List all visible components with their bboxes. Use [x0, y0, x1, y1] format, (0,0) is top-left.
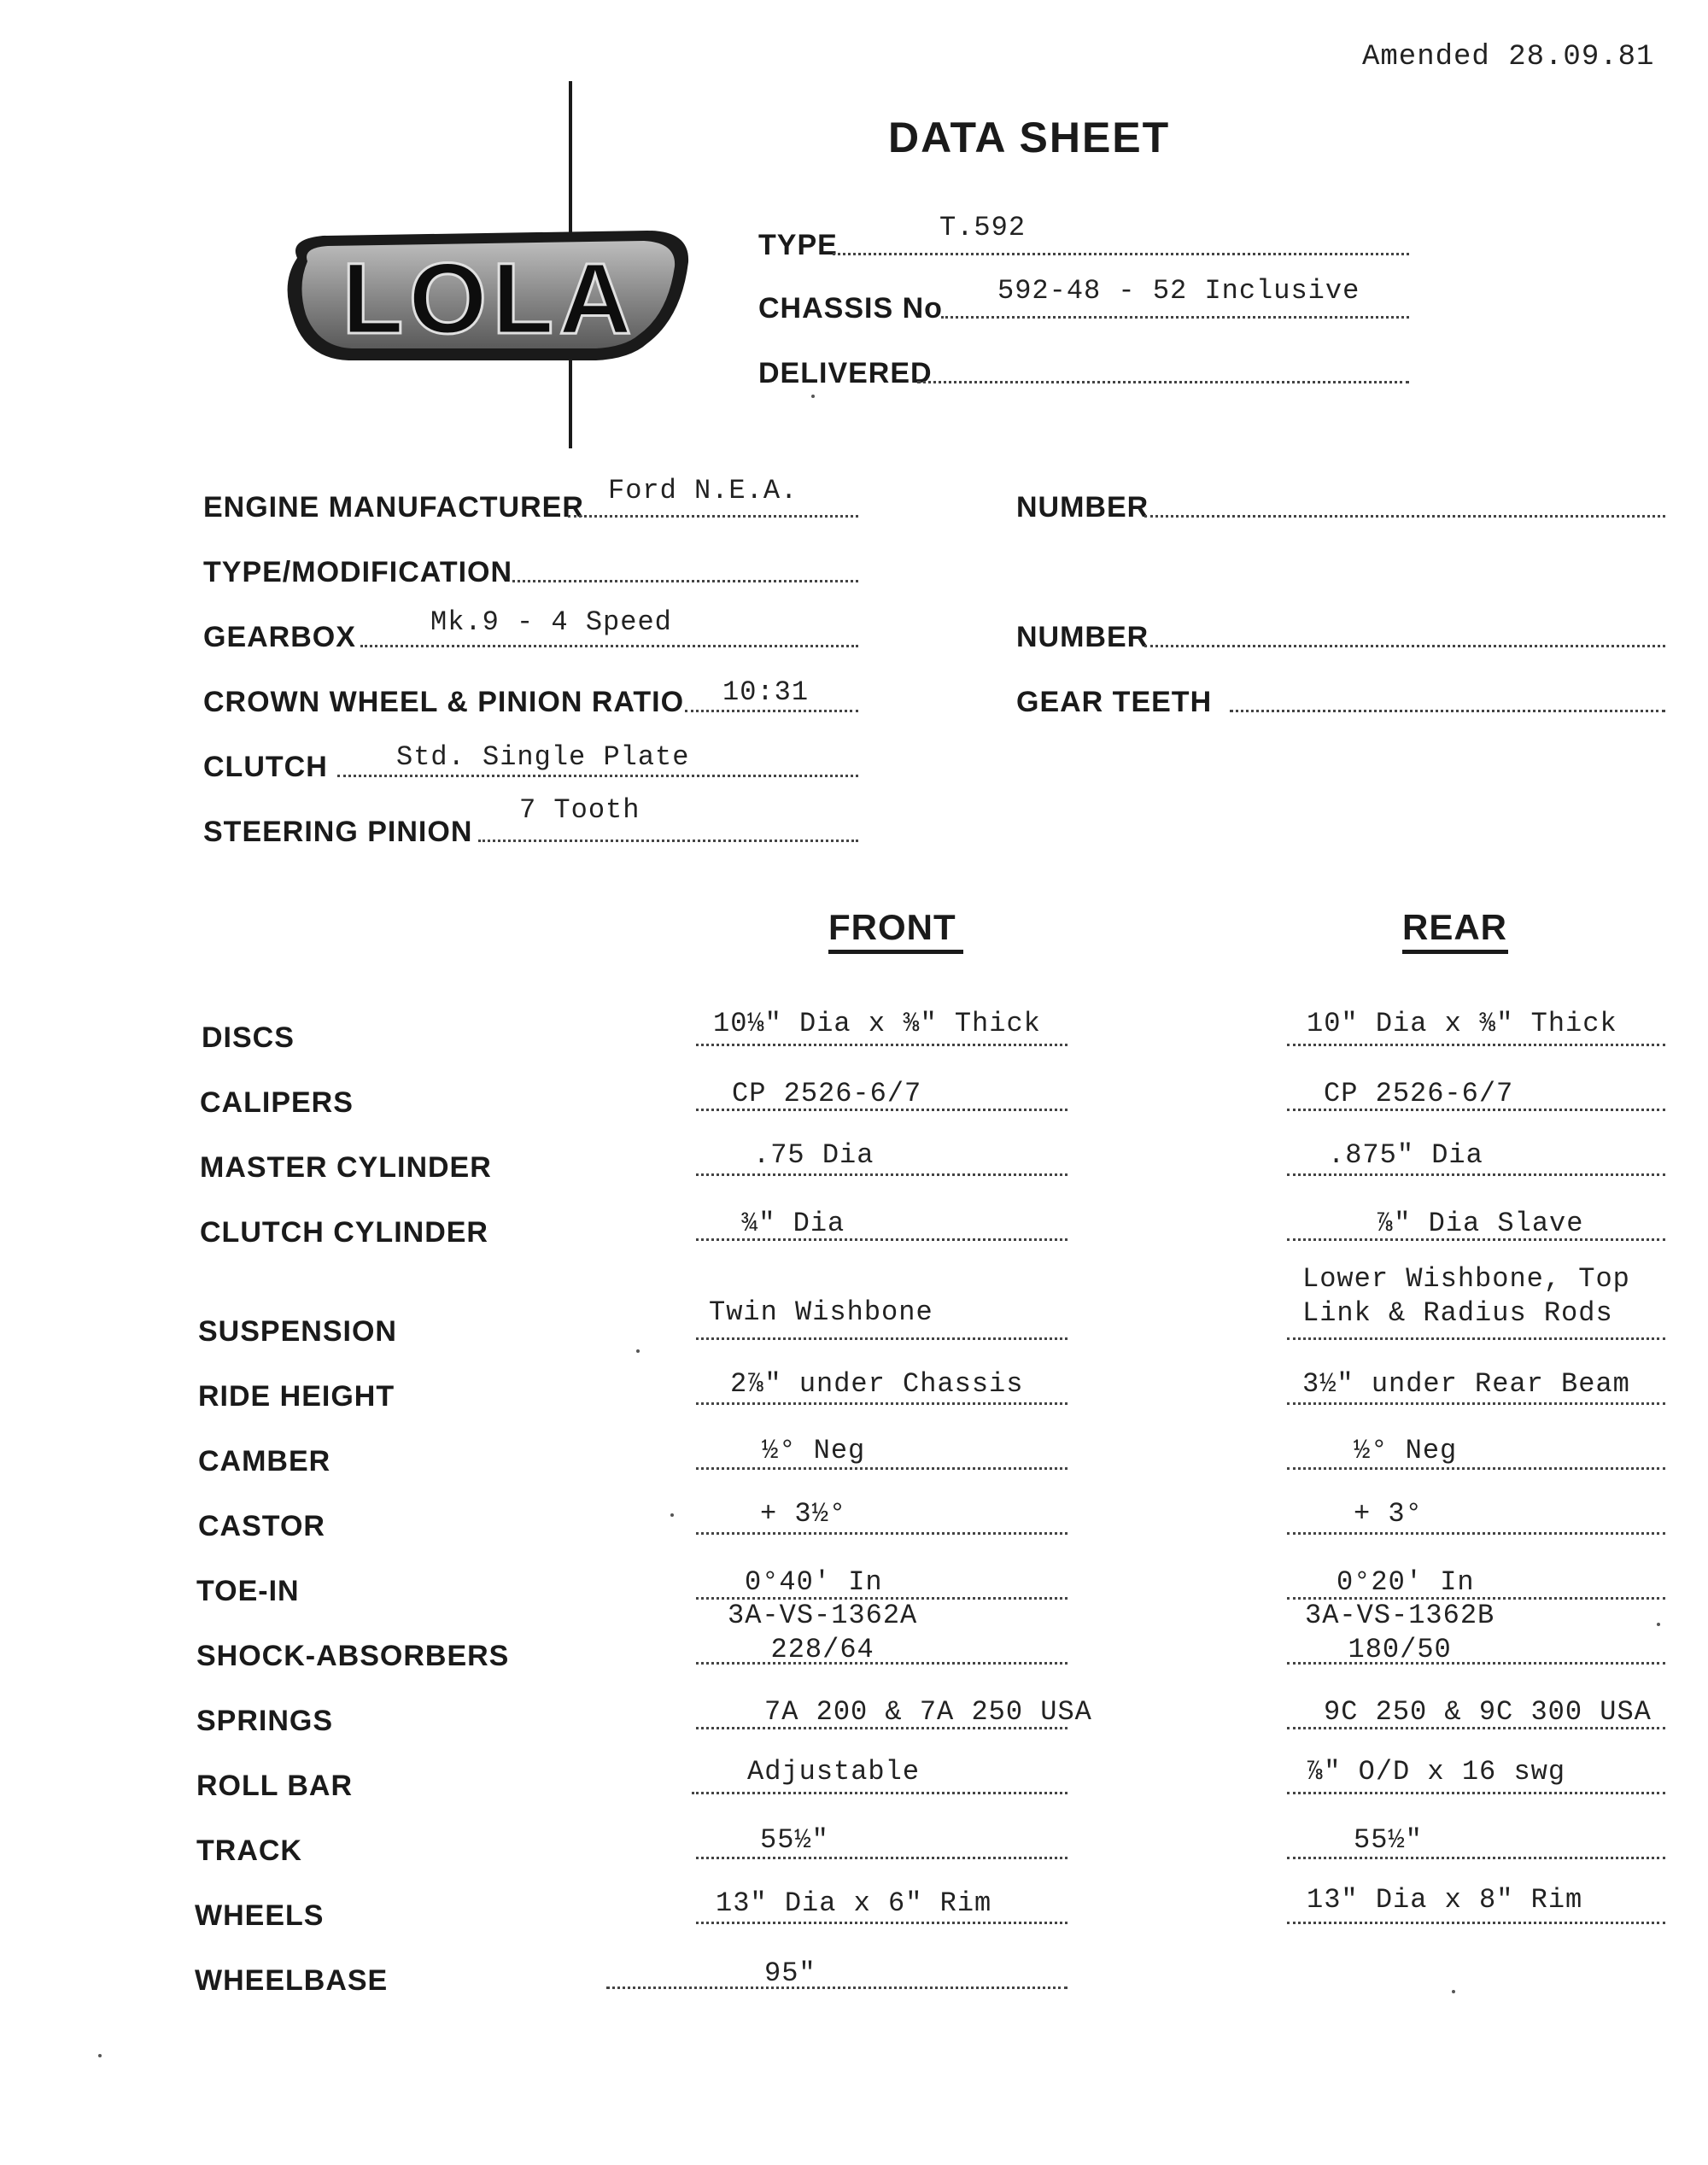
crown-wheel-pinion-ratio-value: 10:31 [722, 676, 810, 708]
front-dotted-line [696, 1238, 1068, 1241]
engine-manufacturer-value: Ford N.E.A. [608, 475, 798, 506]
spec-label: WHEELS [195, 1899, 325, 1932]
amended-date: Amended 28.09.81 [1362, 41, 1655, 73]
rear-value: 55½" [1354, 1824, 1423, 1856]
engine-manufacturer-label: ENGINE MANUFACTURER [203, 491, 584, 524]
rear-value: + 3° [1354, 1498, 1423, 1530]
rear-dotted-line [1287, 1532, 1665, 1535]
front-value: 0°40' In [745, 1566, 883, 1598]
rear-column-header: REAR [1402, 907, 1508, 947]
front-dotted-line [696, 1857, 1068, 1859]
rear-dotted-line [1287, 1173, 1665, 1176]
rear-dotted-line [1287, 1727, 1665, 1729]
spec-label: SUSPENSION [198, 1315, 397, 1348]
front-dotted-line [696, 1402, 1068, 1405]
front-dotted-line [696, 1922, 1068, 1924]
front-column-header: FRONT [828, 907, 956, 947]
type-value: T.592 [939, 212, 1027, 243]
front-value: CP 2526-6/7 [732, 1078, 922, 1109]
rear-dotted-line [1287, 1044, 1665, 1046]
scan-speck [636, 1349, 640, 1353]
rear-dotted-line [1287, 1662, 1665, 1665]
spec-label: WHEELBASE [195, 1964, 389, 1997]
scan-speck [1452, 1990, 1455, 1993]
rear-value: ⅞" Dia Slave [1377, 1208, 1584, 1239]
rear-value: CP 2526-6/7 [1324, 1078, 1514, 1109]
front-value: 2⅞" under Chassis [730, 1368, 1024, 1400]
spec-label: SHOCK-ABSORBERS [196, 1640, 510, 1672]
rear-dotted-line [1287, 1238, 1665, 1241]
gearbox-number-label: NUMBER [1016, 621, 1149, 653]
gearbox-number-dotted-line [1144, 645, 1665, 647]
rear-value: 9C 250 & 9C 300 USA [1324, 1696, 1652, 1728]
front-value: 7A 200 & 7A 250 USA [764, 1696, 1092, 1728]
clutch-label: CLUTCH [203, 751, 328, 783]
front-value: 13" Dia x 6" Rim [716, 1887, 992, 1919]
crown-wheel-pinion-ratio-label: CROWN WHEEL & PINION RATIO [203, 686, 685, 718]
rear-dotted-line [1287, 1857, 1665, 1859]
rear-value: 3A-VS-1362B 180/50 [1305, 1600, 1495, 1665]
page-title: DATA SHEET [888, 114, 1171, 161]
front-value: 95" [764, 1957, 816, 1989]
gear-teeth-dotted-line [1230, 710, 1665, 712]
rear-value: ⅞" O/D x 16 swg [1307, 1756, 1566, 1788]
spec-label: CLUTCH CYLINDER [200, 1216, 488, 1249]
front-dotted-line [606, 1987, 1068, 1989]
gearbox-dotted-line [360, 645, 858, 647]
gearbox-label: GEARBOX [203, 621, 356, 653]
rear-value: ½° Neg [1354, 1435, 1458, 1466]
front-value: ¾" Dia [741, 1208, 845, 1239]
rear-dotted-line [1287, 1337, 1665, 1340]
front-header-underline [828, 950, 963, 954]
rear-value: Lower Wishbone, Top Link & Radius Rods [1302, 1263, 1630, 1329]
steering-pinion-dotted-line [478, 840, 858, 842]
rear-value: 10" Dia x ⅜" Thick [1307, 1008, 1617, 1039]
front-value: Adjustable [747, 1756, 921, 1788]
steering-pinion-value: 7 Tooth [519, 794, 640, 826]
spec-label: RIDE HEIGHT [198, 1380, 395, 1413]
scan-speck [98, 2054, 102, 2057]
delivered-dotted-line [917, 381, 1409, 383]
chassis-dotted-line [941, 316, 1409, 319]
spec-label: ROLL BAR [196, 1770, 354, 1802]
spec-label: MASTER CYLINDER [200, 1151, 492, 1184]
front-dotted-line [696, 1727, 1068, 1729]
scan-speck [670, 1513, 674, 1517]
clutch-dotted-line [337, 775, 858, 777]
rear-value: 13" Dia x 8" Rim [1307, 1884, 1583, 1916]
rear-dotted-line [1287, 1792, 1665, 1794]
logo-wordmark: LOLA [342, 243, 637, 355]
spec-label: CALIPERS [200, 1086, 354, 1119]
chassis-value: 592-48 - 52 Inclusive [997, 275, 1360, 307]
rear-value: 0°20' In [1337, 1566, 1475, 1598]
type-label: TYPE [758, 229, 838, 261]
front-value: ½° Neg [762, 1435, 866, 1466]
spec-label: CAMBER [198, 1445, 331, 1477]
clutch-value: Std. Single Plate [396, 741, 690, 773]
rear-dotted-line [1287, 1109, 1665, 1111]
gear-teeth-label: GEAR TEETH [1016, 686, 1213, 718]
front-value: Twin Wishbone [709, 1296, 933, 1328]
delivered-label: DELIVERED [758, 357, 933, 389]
scan-speck [1657, 1623, 1660, 1626]
rear-value: .875" Dia [1328, 1139, 1483, 1171]
engine-number-label: NUMBER [1016, 491, 1149, 524]
front-value: + 3½° [760, 1498, 847, 1530]
type-dotted-line [833, 253, 1409, 255]
spec-label: CASTOR [198, 1510, 325, 1542]
front-value: 10⅛" Dia x ⅜" Thick [713, 1008, 1041, 1039]
spec-label: TOE-IN [196, 1575, 300, 1607]
front-dotted-line [696, 1467, 1068, 1470]
engine-number-dotted-line [1144, 515, 1665, 518]
front-value: .75 Dia [753, 1139, 874, 1171]
rear-dotted-line [1287, 1402, 1665, 1405]
front-dotted-line [696, 1532, 1068, 1535]
type-modification-label: TYPE/MODIFICATION [203, 556, 513, 588]
front-value: 55½" [760, 1824, 829, 1856]
spec-label: DISCS [202, 1021, 295, 1054]
front-dotted-line [696, 1337, 1068, 1340]
rear-dotted-line [1287, 1467, 1665, 1470]
front-dotted-line [696, 1173, 1068, 1176]
type-modification-dotted-line [512, 580, 858, 582]
lola-logo [272, 224, 699, 369]
front-value: 3A-VS-1362A 228/64 [728, 1600, 918, 1665]
rear-header-underline [1402, 950, 1508, 954]
spec-label: SPRINGS [196, 1705, 334, 1737]
front-dotted-line [696, 1662, 1068, 1665]
crown-wheel-pinion-ratio-dotted-line [685, 710, 858, 712]
front-dotted-line [692, 1792, 1068, 1794]
front-dotted-line [696, 1044, 1068, 1046]
steering-pinion-label: STEERING PINION [203, 816, 473, 848]
spec-label: TRACK [196, 1834, 302, 1867]
engine-manufacturer-dotted-line [568, 515, 858, 518]
gearbox-value: Mk.9 - 4 Speed [430, 606, 672, 638]
front-dotted-line [696, 1109, 1068, 1111]
rear-dotted-line [1287, 1922, 1665, 1924]
rear-value: 3½" under Rear Beam [1302, 1368, 1630, 1400]
scan-speck [811, 395, 815, 398]
chassis-label: CHASSIS No [758, 292, 943, 325]
